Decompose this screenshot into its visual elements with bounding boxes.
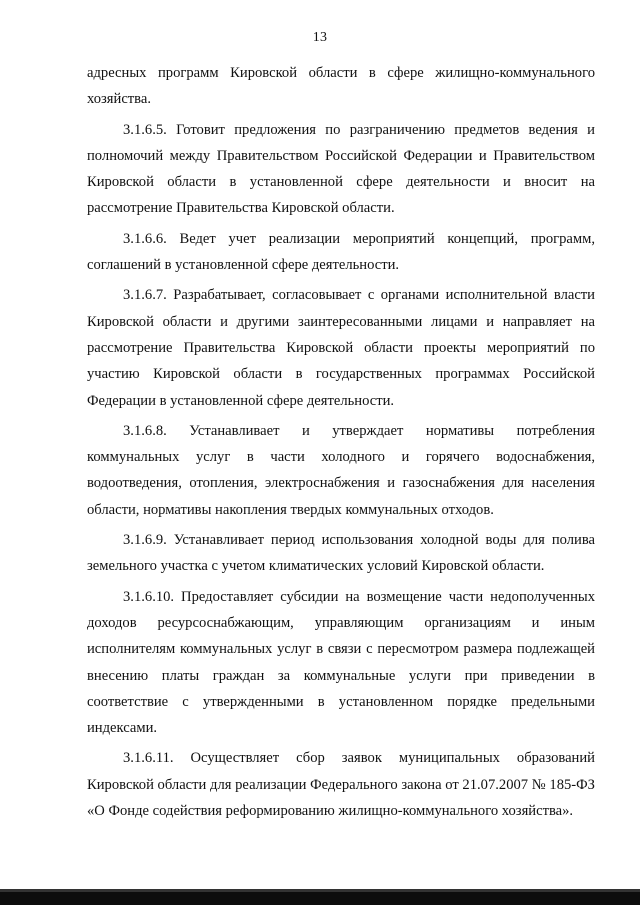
paragraph-3-1-6-5: 3.1.6.5. Готовит предложения по разграничению предметов ведения и полномочий между Правительством Российской Федерации и Правительством Кировской области в установленной сфере деятельности и вносит на рассмотрение Правительства Кировской области. bbox=[87, 121, 595, 217]
paragraph-3-1-6-9: 3.1.6.9. Устанавливает период использования холодной воды для полива земельного участка с учетом климатических условий Кировской области. bbox=[87, 532, 595, 575]
paragraph-3-1-6-8: 3.1.6.8. Устанавливает и утверждает нормативы потребления коммунальных услуг в части холодного и горячего водоснабжения, водоотведения, отопления, электроснабжения и газоснабжения для населения области, нормативы накопления твердых коммунальных отходов. bbox=[87, 422, 595, 518]
paragraph-continuation: адресных программ Кировской области в сфере жилищно-коммунального хозяйства. bbox=[87, 65, 595, 108]
paragraph-3-1-6-10: 3.1.6.10. Предоставляет субсидии на возмещение части недополученных доходов ресурсоснабжающим, управляющим организациям и иным исполнителям коммунальных услуг в связи с пересмотром размера подлежащей внесению платы граждан за коммунальные услуги при приведении в соответствие с утвержденными в установленном порядке предельными индексами. bbox=[87, 588, 595, 737]
page-number: 13 bbox=[312, 30, 328, 45]
paragraph-3-1-6-6: 3.1.6.6. Ведет учет реализации мероприятий концепций, программ, соглашений в установленной сфере деятельности. bbox=[87, 230, 595, 274]
document-body bbox=[87, 60, 595, 824]
paragraph-3-1-6-11: 3.1.6.11. Осуществляет сбор заявок муниципальных образований Кировской области для реализации Федерального закона от 21.07.2007 № 185-ФЗ «О Фонде содействия реформированию жилищно-коммунального хозяйства». bbox=[87, 750, 595, 820]
paragraph-3-1-6-7: 3.1.6.7. Разрабатывает, согласовывает с органами исполнительной власти Кировской области и другими заинтересованными лицами и направляет на рассмотрение Правительства Кировской области проекты мероприятий по участию Кировской области в государственных программах Российской Федерации в установленной сфере деятельности. bbox=[87, 287, 595, 409]
scan-edge-bar bbox=[0, 889, 640, 905]
